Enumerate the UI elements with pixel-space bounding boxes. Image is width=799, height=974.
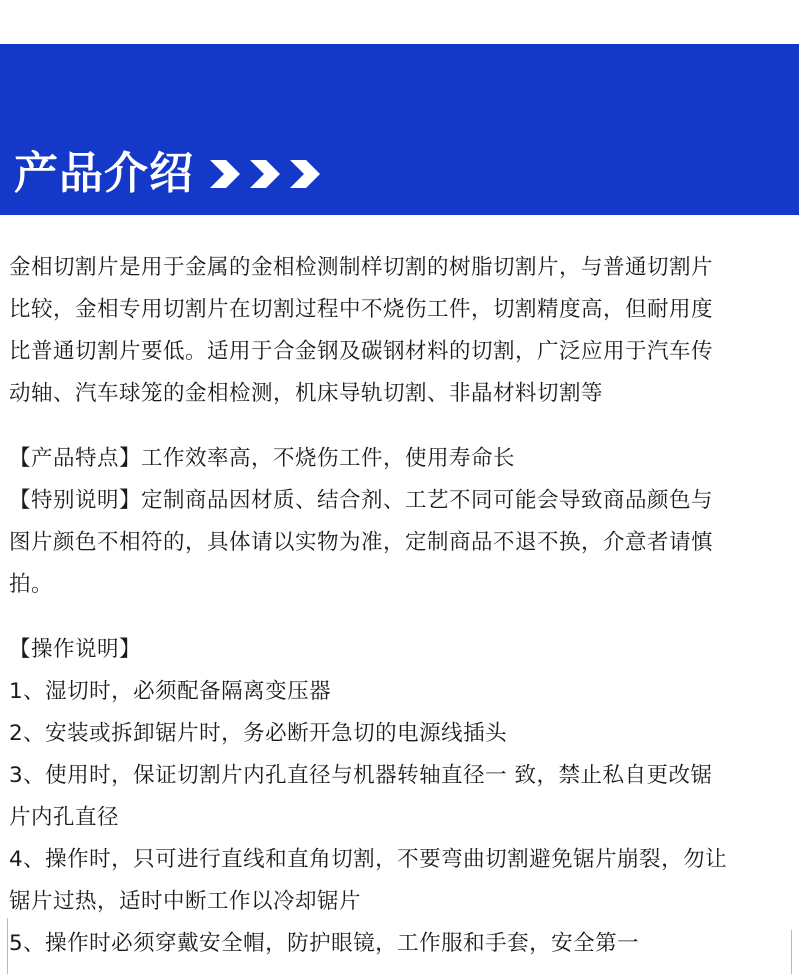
features-line: 【产品特点】工作效率高，不烧伤工件，使用寿命长 <box>9 446 516 471</box>
chevron-right-icon <box>286 156 322 192</box>
spacer <box>9 606 789 629</box>
special-note-block <box>9 480 789 606</box>
operation-step: 1、湿切时，必须配备隔离变压器 <box>9 679 332 704</box>
operation-step: 2、安装或拆卸锯片时，务必断开急切的电源线插头 <box>9 721 508 746</box>
intro-line: 比普通切割片要低。适用于合金钢及碳钢材料的切割，广泛应用于汽车传 <box>9 339 714 364</box>
operation-step: 锯片过热，适时中断工作以冷却锯片 <box>9 889 362 914</box>
operation-step: 4、操作时，只可进行直线和直角切割，不要弯曲切割避免锯片崩裂，勿让 <box>9 847 728 872</box>
operation-block <box>9 629 789 965</box>
operation-step: 5、操作时必须穿戴安全帽，防护眼镜，工作服和手套，安全第一 <box>9 931 640 956</box>
operation-step: 片内孔直径 <box>9 805 120 830</box>
special-note-line: 图片颜色不相符的，具体请以实物为准，定制商品不退不换，介意者请慎 <box>9 530 714 555</box>
special-note-line: 拍。 <box>9 572 54 597</box>
intro-line: 动轴、汽车球笼的金相检测，机床导轨切割、非晶材料切割等 <box>9 381 604 406</box>
intro-line: 比较，金相专用切割片在切割过程中不烧伤工件，切割精度高，但耐用度 <box>9 297 714 322</box>
section-title-text: 产品介绍 <box>14 148 194 199</box>
edge-divider <box>7 918 8 974</box>
special-note-line: 【特别说明】定制商品因材质、结合剂、工艺不同可能会导致商品颜色与 <box>9 488 714 513</box>
chevron-right-icon <box>206 156 242 192</box>
chevron-right-icon-group <box>206 156 322 192</box>
product-description <box>9 247 789 965</box>
operation-heading: 【操作说明】 <box>9 637 142 662</box>
edge-divider <box>791 930 792 974</box>
intro-line: 金相切割片是用于金属的金相检测制样切割的树脂切割片，与普通切割片 <box>9 255 714 280</box>
section-title <box>14 144 322 204</box>
features-block <box>9 438 789 480</box>
chevron-right-icon <box>246 156 282 192</box>
intro-paragraph <box>9 247 789 415</box>
spacer <box>9 415 789 438</box>
operation-step: 3、使用时，保证切割片内孔直径与机器转轴直径一 致，禁止私自更改锯 <box>9 763 713 788</box>
